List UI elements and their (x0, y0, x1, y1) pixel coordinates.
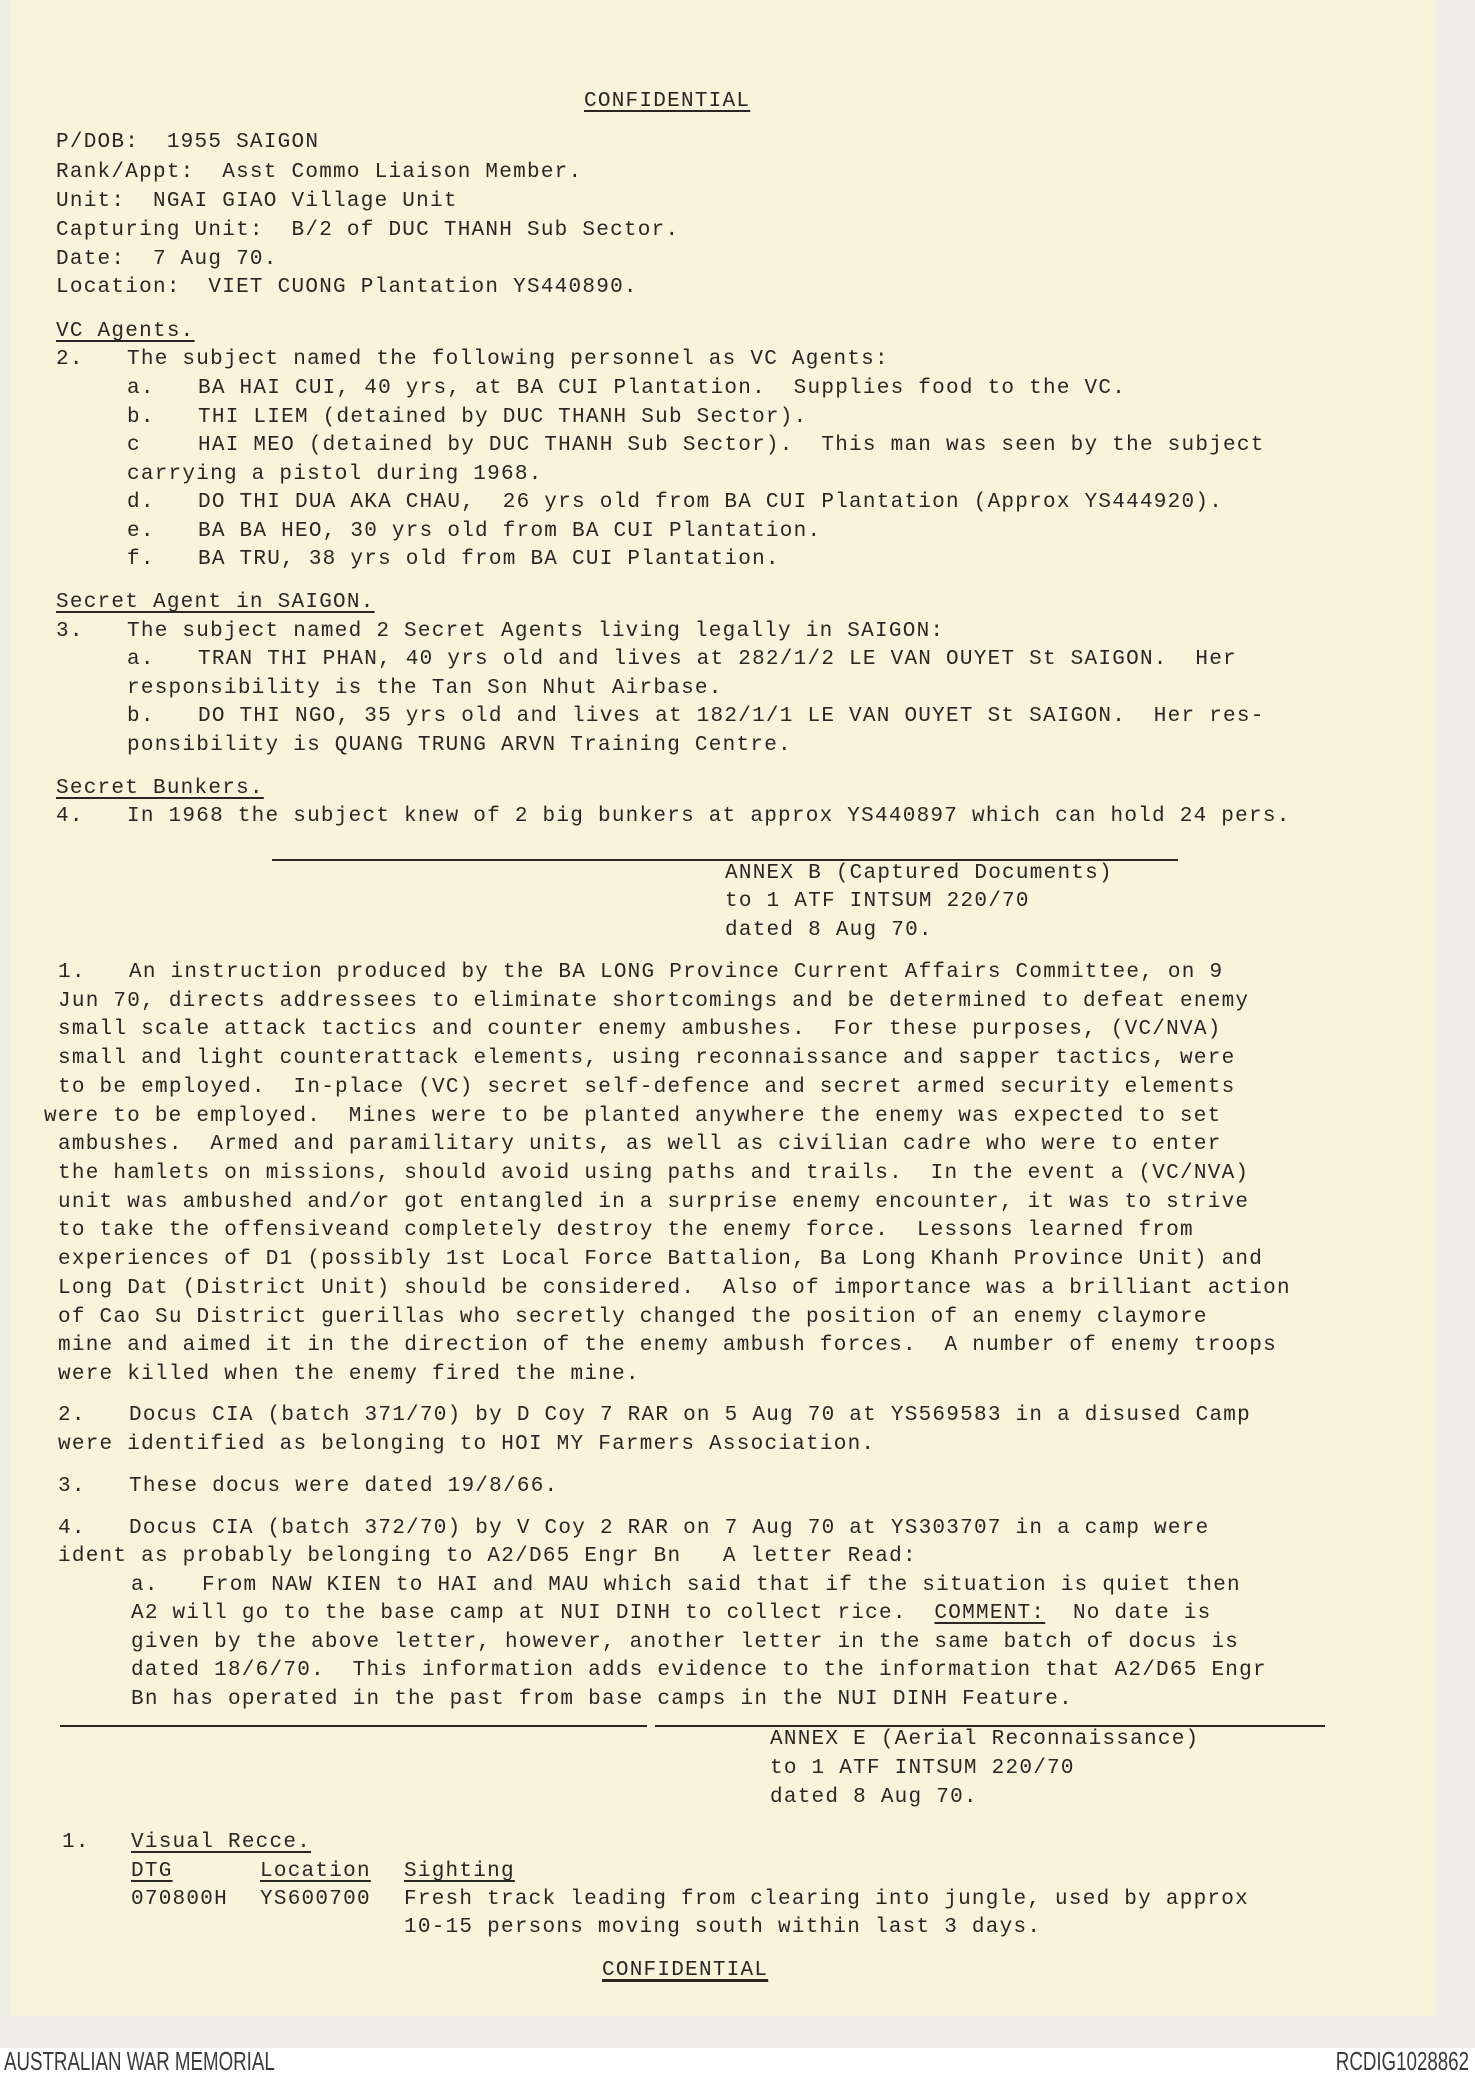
vc-agent-item: BA TRU, 38 yrs old from BA CUI Plantation. (198, 548, 780, 571)
vc-agent-item: BA BA HEO, 30 yrs old from BA CUI Plantation. (198, 520, 822, 543)
item-marker: d. (127, 491, 155, 514)
secret-agent-b: DO THI NGO, 35 yrs old and lives at 182/1/1 LE VAN OUYET St SAIGON. Her res- (198, 705, 1265, 728)
pw-dob: P/DOB: 1955 SAIGON (56, 131, 320, 154)
annex-b-p1-line: the hamlets on missions, should avoid using paths and trails. In the event a (VC/NVA) (58, 1162, 1250, 1185)
bunkers-text: In 1968 the subject knew of 2 big bunkers at approx YS440897 which can hold 24 pers. (127, 805, 1291, 828)
classification-header: CONFIDENTIAL (584, 90, 751, 113)
annex-b-p2-line: Docus CIA (batch 371/70) by D Coy 7 RAR on 5 Aug 70 at YS569583 in a disused Camp (129, 1404, 1252, 1427)
item-marker: a. (131, 1574, 159, 1597)
annex-b-p1-line: Long Dat (District Unit) should be considered. Also of importance was a brilliant action (58, 1277, 1291, 1300)
item-marker: a. (127, 377, 155, 400)
pw-capturing-unit: Capturing Unit: B/2 of DUC THANH Sub Sector. (56, 219, 680, 242)
para-number: 2. (56, 348, 84, 371)
letter-text: A2 will go to the base camp at NUI DINH to collect rice. (131, 1602, 935, 1625)
para-number: 1. (58, 961, 86, 984)
secret-bunkers-heading: Secret Bunkers. (56, 777, 264, 800)
annex-b-p4a-line (131, 1600, 1211, 1628)
annex-b-p1-line: to take the offensiveand completely destroy the enemy force. Lessons learned from (58, 1219, 1194, 1242)
annex-b-reference: to 1 ATF INTSUM 220/70 (725, 890, 1030, 913)
annex-b-p1-line: mine and aimed it in the direction of the enemy ambush forces. A number of enemy troops (58, 1334, 1277, 1357)
archive-institution: AUSTRALIAN WAR MEMORIAL (4, 2046, 275, 2076)
annex-b-p1-line: were to be employed. Mines were to be planted anywhere the enemy was expected to set (44, 1105, 1222, 1128)
annex-e-reference: to 1 ATF INTSUM 220/70 (770, 1757, 1075, 1780)
pw-rank: Rank/Appt: Asst Commo Liaison Member. (56, 161, 583, 184)
section-divider (60, 1725, 647, 1727)
archive-id: RCDIG1028862 (1335, 2046, 1469, 2076)
item-marker: b. (127, 705, 155, 728)
annex-b-p3: These docus were dated 19/8/66. (129, 1475, 559, 1498)
annex-b-p4a-line: dated 18/6/70. This information adds evidence to the information that A2/D65 Engr (131, 1659, 1267, 1682)
item-marker: e. (127, 520, 155, 543)
para-number: 1. (62, 1831, 90, 1854)
visual-recce-heading: Visual Recce. (131, 1831, 312, 1854)
annex-b-p1-line: Jun 70, directs addressees to eliminate shortcomings and be determined to defeat enemy (58, 990, 1250, 1013)
annex-b-p1-line: experiences of D1 (possibly 1st Local Force Battalion, Ba Long Khanh Province Unit) and (58, 1248, 1264, 1271)
column-header-dtg: DTG (131, 1860, 173, 1883)
annex-b-p1-line: to be employed. In-place (VC) secret self-defence and secret armed security elements (58, 1076, 1236, 1099)
annex-b-p4a-line: From NAW KIEN to HAI and MAU which said that if the situation is quiet then (202, 1574, 1241, 1597)
vc-agent-item: BA HAI CUI, 40 yrs, at BA CUI Plantation. Supplies food to the VC. (198, 377, 1127, 400)
annex-e-title: ANNEX E (Aerial Reconnaissance) (770, 1728, 1200, 1751)
secret-agent-a: TRAN THI PHAN, 40 yrs old and lives at 282/1/2 LE VAN OUYET St SAIGON. Her (198, 648, 1237, 671)
column-header-sighting: Sighting (404, 1860, 515, 1883)
recce-dtg: 070800H (131, 1888, 228, 1911)
pw-unit: Unit: NGAI GIAO Village Unit (56, 190, 458, 213)
recce-sighting: Fresh track leading from clearing into jungle, used by approx (404, 1888, 1249, 1911)
vc-agent-item: THI LIEM (detained by DUC THANH Sub Sector). (198, 406, 808, 429)
classification-footer: CONFIDENTIAL (602, 1959, 769, 1982)
annex-e-date: dated 8 Aug 70. (770, 1786, 978, 1809)
annex-b-p1-line: ambushes. Armed and paramilitary units, as well as civilian cadre who were to enter (58, 1133, 1222, 1156)
item-marker: c (127, 434, 141, 457)
annex-b-p2-line: were identified as belonging to HOI MY Farmers Association. (58, 1433, 876, 1456)
vc-agent-item: HAI MEO (detained by DUC THANH Sub Sector). This man was seen by the subject (198, 434, 1265, 457)
item-marker: f. (127, 548, 155, 571)
column-header-location: Location (260, 1860, 371, 1883)
para-number: 3. (58, 1475, 86, 1498)
para-number: 4. (56, 805, 84, 828)
annex-b-p4-line: Docus CIA (batch 372/70) by V Coy 2 RAR on 7 Aug 70 at YS303707 in a camp were (129, 1517, 1210, 1540)
annex-b-p1-line: small scale attack tactics and counter enemy ambushes. For these purposes, (VC/NVA) (58, 1018, 1222, 1041)
comment-label: COMMENT: (934, 1602, 1046, 1625)
annex-b-p4a-line: given by the above letter, however, another letter in the same batch of docus is (131, 1631, 1240, 1654)
annex-b-title: ANNEX B (Captured Documents) (725, 862, 1113, 885)
secret-agent-intro: The subject named 2 Secret Agents living legally in SAIGON: (127, 620, 945, 643)
pw-location: Location: VIET CUONG Plantation YS440890. (56, 276, 638, 299)
item-marker: b. (127, 406, 155, 429)
annex-b-p1-line: unit was ambushed and/or got entangled in a surprise enemy encounter, it was to strive (58, 1191, 1250, 1214)
secret-agent-b-cont: ponsibility is QUANG TRUNG ARVN Training Centre. (127, 734, 792, 757)
secret-agent-a-cont: responsibility is the Tan Son Nhut Airbase. (127, 677, 723, 700)
annex-b-p4-line: ident as probably belonging to A2/D65 Engr Bn A letter Read: (58, 1545, 917, 1568)
item-marker: a. (127, 648, 155, 671)
annex-b-date: dated 8 Aug 70. (725, 919, 933, 942)
annex-b-p1-line: were killed when the enemy fired the mine. (58, 1363, 640, 1386)
comment-text: No date is (1045, 1602, 1212, 1625)
annex-b-p1-line: An instruction produced by the BA LONG Province Current Affairs Committee, on 9 (129, 961, 1224, 984)
vc-agents-heading: VC Agents. (56, 320, 195, 343)
annex-b-p1-line: of Cao Su District guerillas who secretly changed the position of an enemy claymore (58, 1306, 1208, 1329)
para-number: 4. (58, 1517, 86, 1540)
vc-agent-item-cont: carrying a pistol during 1968. (127, 463, 543, 486)
recce-sighting-cont: 10-15 persons moving south within last 3 days. (404, 1916, 1042, 1939)
para-number: 3. (56, 620, 84, 643)
annex-b-p4a-line: Bn has operated in the past from base camps in the NUI DINH Feature. (131, 1688, 1073, 1711)
secret-agent-heading: Secret Agent in SAIGON. (56, 591, 375, 614)
pw-date: Date: 7 Aug 70. (56, 248, 278, 271)
vc-agents-intro: The subject named the following personnel as VC Agents: (127, 348, 889, 371)
vc-agent-item: DO THI DUA AKA CHAU, 26 yrs old from BA CUI Plantation (Approx YS444920). (198, 491, 1224, 514)
annex-b-p1-line: small and light counterattack elements, using reconnaissance and sapper tactics, were (58, 1047, 1236, 1070)
recce-location: YS600700 (260, 1888, 371, 1911)
para-number: 2. (58, 1404, 86, 1427)
